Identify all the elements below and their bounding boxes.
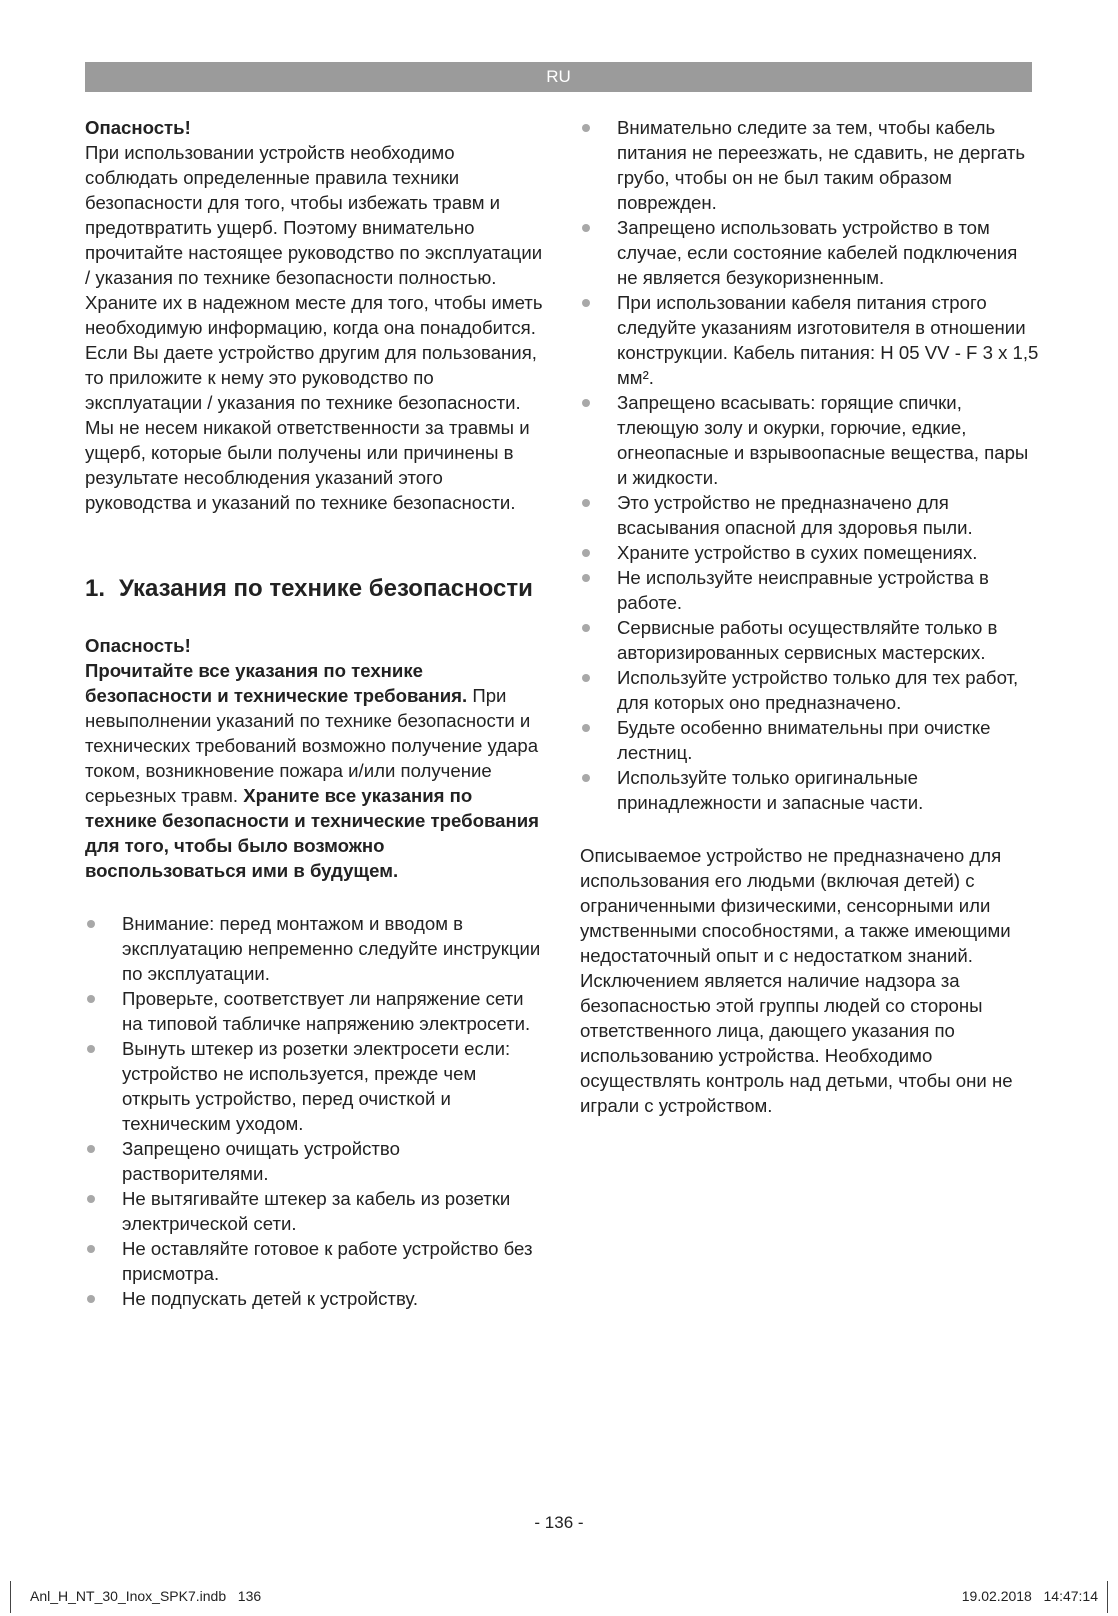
danger-heading: Опасность! [85, 635, 191, 656]
intro-danger-heading: Опасность! [85, 117, 191, 138]
bullet-dot-icon [582, 299, 590, 307]
bullet-dot-icon [582, 499, 590, 507]
danger-text: При невыполнении указаний по технике безопасности и технических требований возможно получение удара током, возникновение пожара и/или получение серьезных травм. [85, 685, 539, 806]
list-item: Запрещено всасывать: горящие спички, тлеющую золу и окурки, горючие, едкие, огнеопасные и взрывоопасные вещества, пары и жидкости. [580, 390, 1040, 490]
bullet-dot-icon [87, 1295, 95, 1303]
list-item: Запрещено очищать устройство растворителями. [85, 1136, 545, 1186]
bullet-dot-icon [582, 624, 590, 632]
disability-notice-paragraph: Описываемое устройство не предназначено для использования его людьми (включая детей) с ограниченными физическими, сенсорными или умственными способностями, а также имеющими недостаточный опыт и с недостатком знаний. Исключением является наличие надзора за безопасностью этой группы людей со стороны ответственного лица, дающего указания по использованию устройства. Необходимо осуществлять контроль над детьми, чтобы они не играли с устройством. [580, 845, 1013, 1116]
bullet-dot-icon [87, 1245, 95, 1253]
bullet-dot-icon [87, 1195, 95, 1203]
list-item: Сервисные работы осуществляйте только в авторизированных сервисных мастерских. [580, 615, 1040, 665]
bullet-dot-icon [582, 399, 590, 407]
list-item: Не используйте неисправные устройства в работе. [580, 565, 1040, 615]
left-column [85, 115, 545, 1311]
right-column [580, 115, 1040, 1118]
danger-bold-text: Прочитайте все указания по технике безопасности и технические требования. [85, 660, 468, 706]
right-bullet-list [580, 115, 1040, 815]
footer-crop-mark-left [10, 1581, 11, 1613]
section-title: Указания по технике безопасности [119, 575, 533, 602]
intro-paragraph: При использовании устройств необходимо соблюдать определенные правила техники безопасности для того, чтобы избежать травм и предотвратить ущерб. Поэтому внимательно прочитайте настоящее руководство по эксплуатации / указания по технике безопасности полностью. Храните их в надежном месте для того, чтобы иметь необходимую информацию, когда она понадобится. Если Вы даете устройство другим для пользования, то приложите к нему это руководство по эксплуатации / указания по технике безопасности. Мы не несем никакой ответственности за травмы и ущерб, которые были получены или причинены в результате несоблюдения указаний этого руководства и указаний по технике безопасности. [85, 142, 543, 513]
bullet-dot-icon [582, 224, 590, 232]
list-item: Не подпускать детей к устройству. [85, 1286, 545, 1311]
danger-bold-text-2: Храните все указания по технике безопасности и технические требования для того, чтобы было возможно воспользоваться ими в будущем. [85, 785, 539, 881]
footer-datetime: 19.02.2018 14:47:14 [961, 1588, 1098, 1604]
list-item: Проверьте, соответствует ли напряжение сети на типовой табличке напряжению электросети. [85, 986, 545, 1036]
bullet-dot-icon [582, 674, 590, 682]
list-item: Внимание: перед монтажом и вводом в эксплуатацию непременно следуйте инструкции по эксплуатации. [85, 911, 545, 986]
bullet-dot-icon [582, 549, 590, 557]
page-number: - 136 - [534, 1513, 584, 1532]
list-item: Не оставляйте готовое к работе устройство без присмотра. [85, 1236, 545, 1286]
bullet-dot-icon [87, 1045, 95, 1053]
footer-crop-mark-right [1107, 1581, 1108, 1613]
bullet-dot-icon [87, 1145, 95, 1153]
footer-file-info: Anl_H_NT_30_Inox_SPK7.indb 136 [30, 1588, 262, 1604]
bullet-dot-icon [87, 995, 95, 1003]
list-item: Внимательно следите за тем, чтобы кабель питания не переезжать, не сдавить, не дергать грубо, чтобы он не был таким образом поврежден. [580, 115, 1040, 215]
language-header-bar [85, 62, 1032, 92]
list-item: Это устройство не предназначено для всасывания опасной для здоровья пыли. [580, 490, 1040, 540]
danger-paragraph [85, 658, 545, 883]
language-label: RU [546, 67, 571, 86]
bullet-dot-icon [87, 920, 95, 928]
section-heading [85, 573, 545, 605]
list-item: Храните устройство в сухих помещениях. [580, 540, 1040, 565]
bullet-dot-icon [582, 574, 590, 582]
list-item: Используйте только оригинальные принадлежности и запасные части. [580, 765, 1040, 815]
list-item: Запрещено использовать устройство в том случае, если состояние кабелей подключения не является безукоризненным. [580, 215, 1040, 290]
list-item: При использовании кабеля питания строго следуйте указаниям изготовителя в отношении конструкции. Кабель питания: H 05 VV - F 3 x 1,5 мм². [580, 290, 1040, 390]
list-item: Будьте особенно внимательны при очистке лестниц. [580, 715, 1040, 765]
left-bullet-list [85, 911, 545, 1311]
bullet-dot-icon [582, 774, 590, 782]
list-item: Не вытягивайте штекер за кабель из розетки электрической сети. [85, 1186, 545, 1236]
list-item: Используйте устройство только для тех работ, для которых оно предназначено. [580, 665, 1040, 715]
bullet-dot-icon [582, 724, 590, 732]
bullet-dot-icon [582, 124, 590, 132]
section-number: 1. [85, 575, 106, 602]
list-item: Вынуть штекер из розетки электросети если: устройство не используется, прежде чем открыть устройство, перед очисткой и техническим уходом. [85, 1036, 545, 1136]
